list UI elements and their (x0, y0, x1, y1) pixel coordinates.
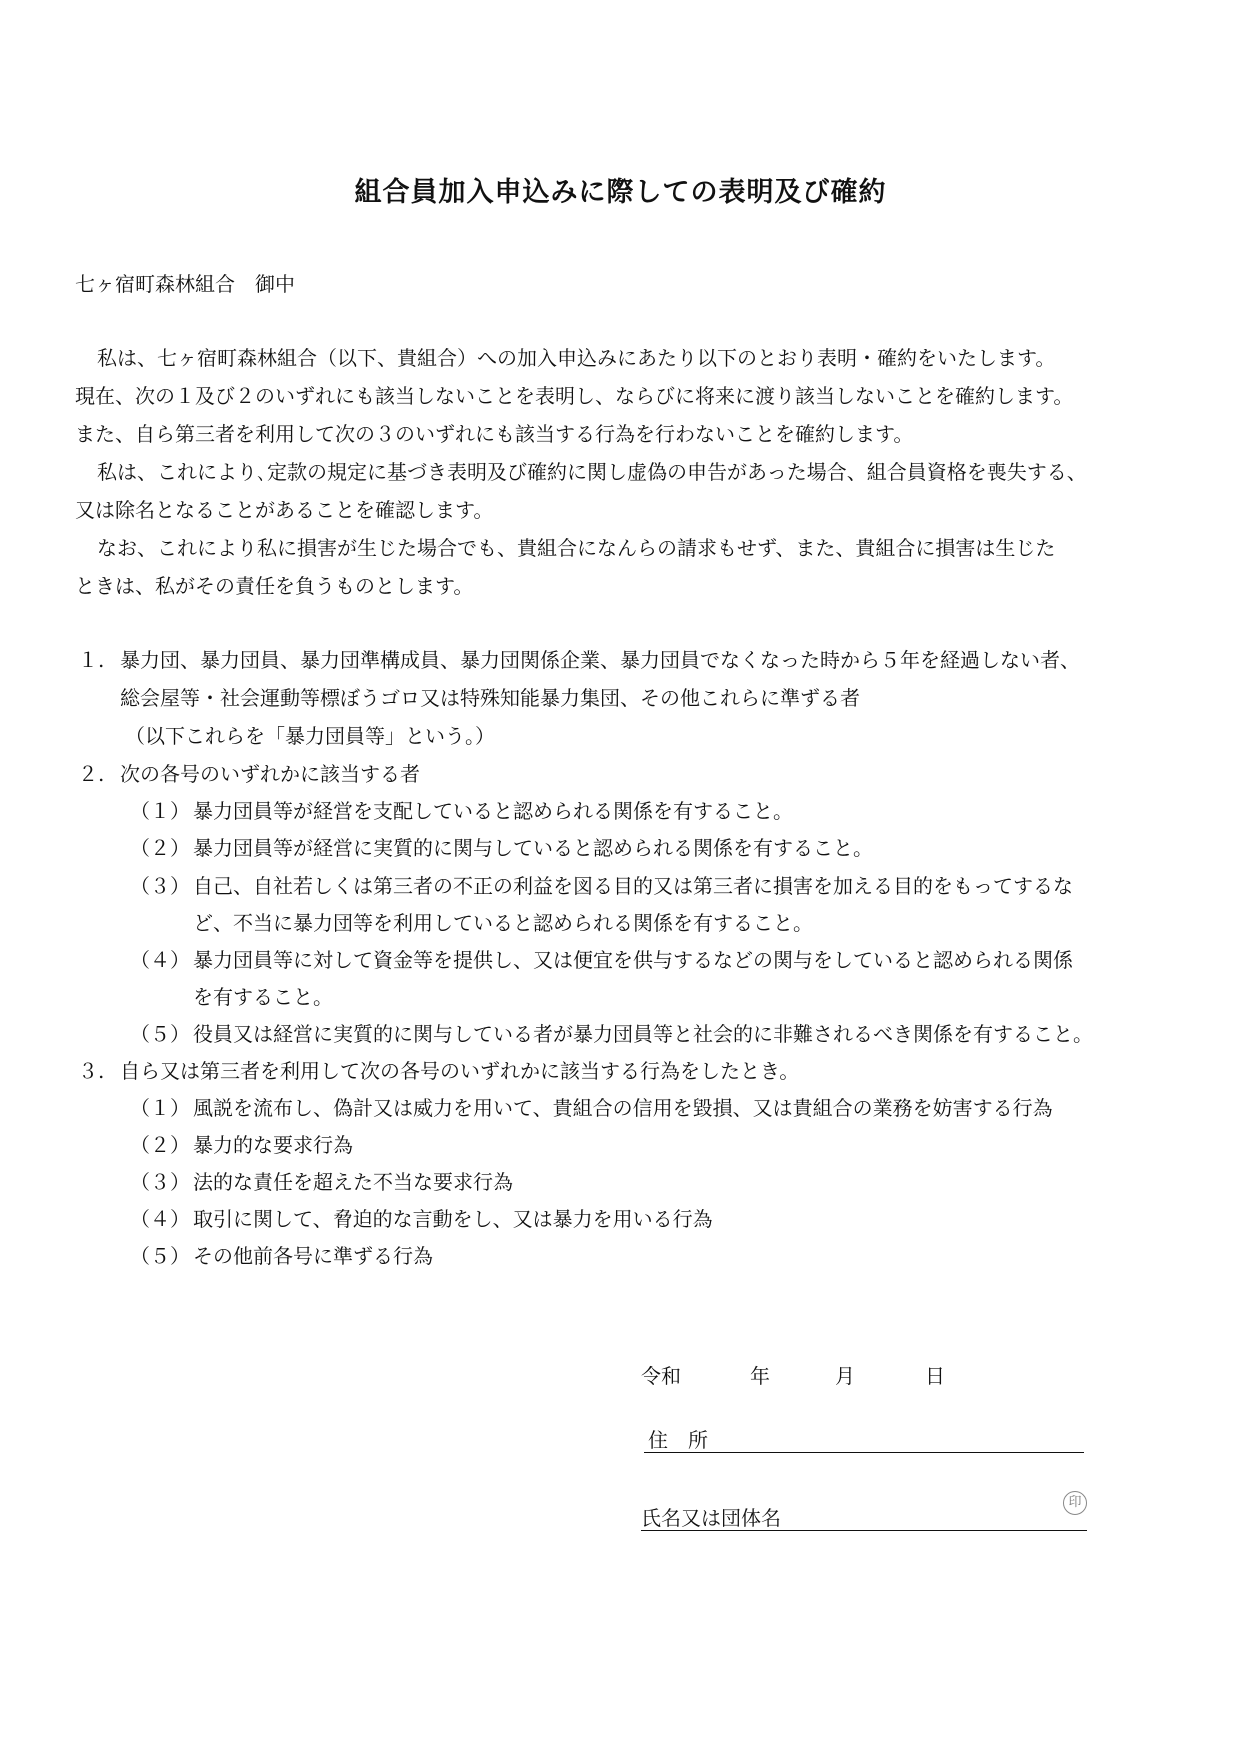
item-number: ２. (78, 762, 105, 786)
sub-item-text: 風説を流布し、偽計又は威力を用いて、貴組合の信用を毀損、又は貴組合の業務を妨害する行為 (193, 1096, 1053, 1120)
sub-item-text: 自己、自社若しくは第三者の不正の利益を図る目的又は第三者に損害を加える目的をもってするな (193, 874, 1073, 898)
item-text: 暴力団、暴力団員、暴力団準構成員、暴力団関係企業、暴力団員でなくなった時から５年を経過しない者、 (120, 648, 1080, 672)
seal-mark-icon: 印 (1063, 1491, 1087, 1515)
sub-item-text: その他前各号に準ずる行為 (193, 1244, 433, 1268)
paragraph-line: ときは、私がその責任を負うものとします。 (75, 574, 474, 598)
address-label: 住 所 (648, 1428, 708, 1452)
sub-item-number: （５） (130, 1022, 190, 1046)
name-label: 氏名又は団体名 (641, 1506, 781, 1530)
addressee: 七ヶ宿町森林組合 御中 (75, 272, 295, 296)
sub-item-text: 暴力団員等が経営に実質的に関与していると認められる関係を有すること。 (193, 836, 873, 860)
item-text: 総会屋等・社会運動等標ぼうゴロ又は特殊知能暴力集団、その他これらに準ずる者 (120, 686, 860, 710)
name-line[interactable] (641, 1530, 1087, 1531)
item-text: 自ら又は第三者を利用して次の各号のいずれかに該当する行為をしたとき。 (120, 1059, 800, 1083)
paragraph-line: なお、これにより私に損害が生じた場合でも、貴組合になんらの請求もせず、また、貴組合に損害は生じた (97, 536, 1056, 560)
sub-item-text: ど、不当に暴力団等を利用していると認められる関係を有すること。 (193, 911, 813, 935)
date-year: 年 (750, 1364, 770, 1388)
sub-item-number: （４） (130, 1207, 190, 1231)
date-month: 月 (835, 1364, 855, 1388)
sub-item-number: （２） (130, 1133, 190, 1157)
item-text: （以下これらを「暴力団員等」という。） (125, 724, 495, 748)
sub-item-text: 役員又は経営に実質的に関与している者が暴力団員等と社会的に非難されるべき関係を有すること。 (193, 1022, 1093, 1046)
sub-item-number: （３） (130, 874, 190, 898)
sub-item-text: 取引に関して、脅迫的な言動をし、又は暴力を用いる行為 (193, 1207, 713, 1231)
sub-item-text: 暴力団員等が経営を支配していると認められる関係を有すること。 (193, 799, 793, 823)
item-text: 次の各号のいずれかに該当する者 (120, 762, 420, 786)
paragraph-line: 現在、次の１及び２のいずれにも該当しないことを表明し、ならびに将来に渡り該当しないことを確約します。 (75, 384, 1074, 408)
sub-item-text: 法的な責任を超えた不当な要求行為 (193, 1170, 513, 1194)
sub-item-text: 暴力団員等に対して資金等を提供し、又は便宜を供与するなどの関与をしていると認められる関係 (193, 948, 1073, 972)
sub-item-number: （４） (130, 948, 190, 972)
sub-item-number: （１） (130, 799, 190, 823)
paragraph-line: 又は除名となることがあることを確認します。 (75, 498, 494, 522)
paragraph-line: 私は、これにより､定款の規定に基づき表明及び確約に関し虚偽の申告があった場合、組合員資格を喪失する、 (97, 460, 1087, 484)
item-number: １. (78, 648, 105, 672)
sub-item-text: 暴力的な要求行為 (193, 1133, 353, 1157)
sub-item-number: （３） (130, 1170, 190, 1194)
sub-item-number: （５） (130, 1244, 190, 1268)
sub-item-number: （２） (130, 836, 190, 860)
date-era: 令和 (641, 1364, 681, 1388)
address-line[interactable] (644, 1452, 1084, 1453)
sub-item-text: を有すること。 (193, 985, 333, 1009)
sub-item-number: （１） (130, 1096, 190, 1120)
item-number: ３. (78, 1059, 105, 1083)
date-day: 日 (925, 1364, 945, 1388)
document-title: 組合員加入申込みに際しての表明及び確約 (354, 177, 887, 208)
paragraph-line: 私は、七ヶ宿町森林組合（以下、貴組合）への加入申込みにあたり以下のとおり表明・確約をいたします。 (97, 346, 1056, 370)
paragraph-line: また、自ら第三者を利用して次の３のいずれにも該当する行為を行わないことを確約します。 (75, 422, 914, 446)
